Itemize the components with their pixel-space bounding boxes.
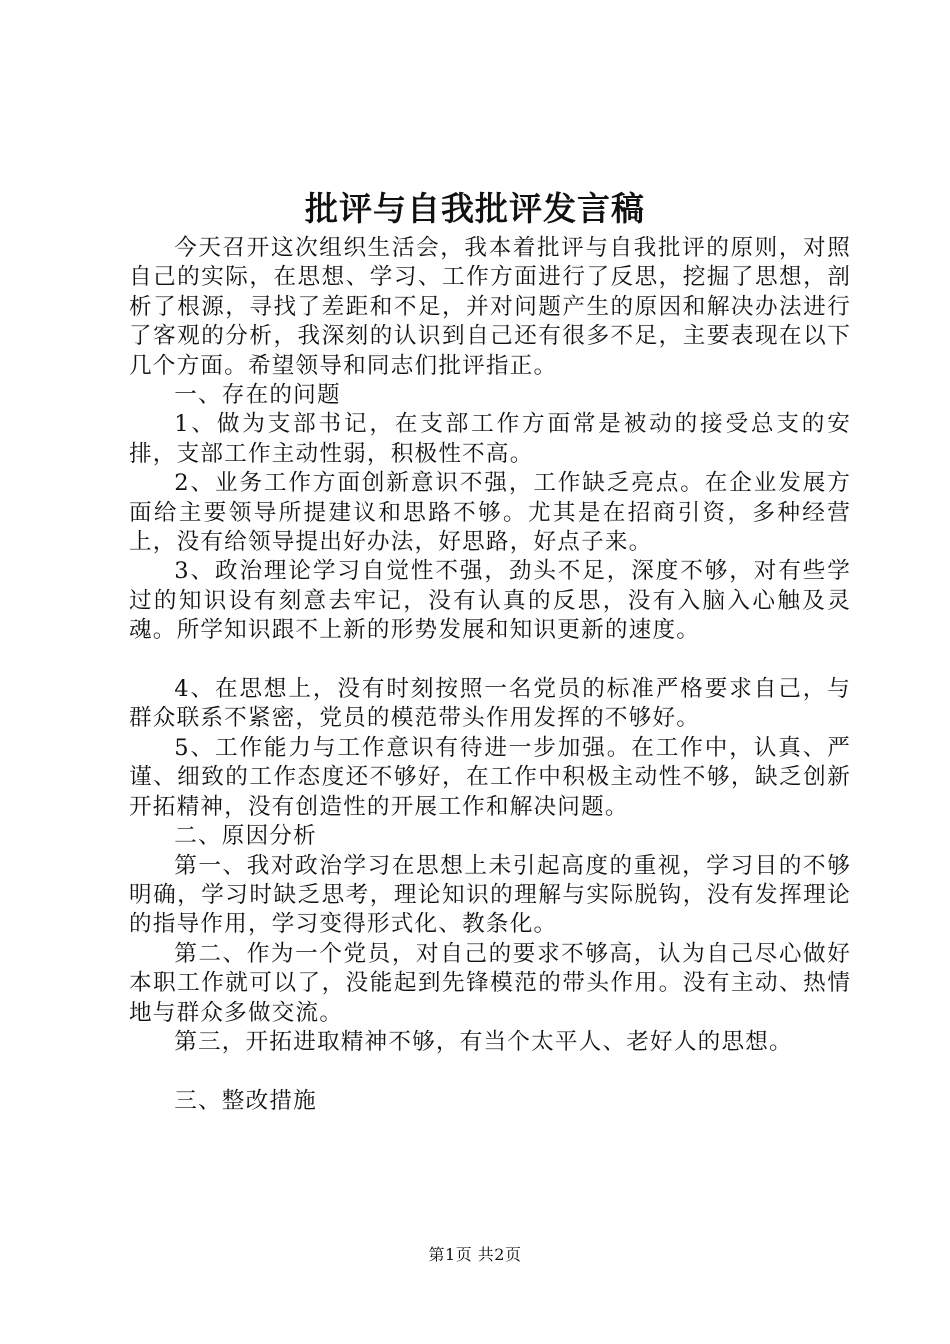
paragraph-cause-1: 第一、我对政治学习在思想上未引起高度的重视，学习目的不够明确，学习时缺乏思考，理论知识的理解与实际脱钩，没有发挥理论的指导作用，学习变得形式化、教条化。	[129, 852, 851, 938]
paragraph-cause-3: 第三，开拓进取精神不够，有当个太平人、老好人的思想。	[174, 1028, 793, 1055]
paragraph-problem-1: 1、做为支部书记，在支部工作方面常是被动的接受总支的安排，支部工作主动性弱，积极性不高。	[129, 411, 851, 467]
section-heading-measures: 三、整改措施	[174, 1087, 317, 1114]
paragraph-problem-2: 2、业务工作方面创新意识不强，工作缺乏亮点。在企业发展方面给主要领导所提建议和思路不够。尤其是在招商引资，多种经营上，没有给领导提出好办法，好思路，好点子来。	[129, 470, 851, 556]
document-title: 批评与自我批评发言稿	[305, 189, 645, 228]
paragraph-intro: 今天召开这次组织生活会，我本着批评与自我批评的原则，对照自己的实际，在思想、学习、工作方面进行了反思，挖掘了思想，剖析了根源，寻找了差距和不足，并对问题产生的原因和解决办法进行了客观的分析，我深刻的认识到自己还有很多不足，主要表现在以下几个方面。希望领导和同志们批评指正。	[129, 235, 851, 379]
paragraph-problem-5: 5、工作能力与工作意识有待进一步加强。在工作中，认真、严谨、细致的工作态度还不够好，在工作中积极主动性不够，缺乏创新开拓精神，没有创造性的开展工作和解决问题。	[129, 734, 851, 820]
section-heading-problems: 一、存在的问题	[174, 382, 341, 409]
paragraph-problem-4: 4、在思想上，没有时刻按照一名党员的标准严格要求自己，与群众联系不紧密，党员的模范带头作用发挥的不够好。	[129, 676, 851, 732]
paragraph-cause-2: 第二、作为一个党员，对自己的要求不够高，认为自己尽心做好本职工作就可以了，没能起到先锋模范的带头作用。没有主动、热情地与群众多做交流。	[129, 940, 851, 1026]
document-body	[129, 234, 851, 1116]
paragraph-problem-3: 3、政治理论学习自觉性不强，劲头不足，深度不够，对有些学过的知识设有刻意去牢记，没有认真的反思，没有入脑入心触及灵魂。所学知识跟不上新的形势发展和知识更新的速度。	[129, 558, 851, 644]
page-footer: 第1页 共2页	[428, 1245, 522, 1264]
section-heading-causes: 二、原因分析	[174, 823, 317, 850]
